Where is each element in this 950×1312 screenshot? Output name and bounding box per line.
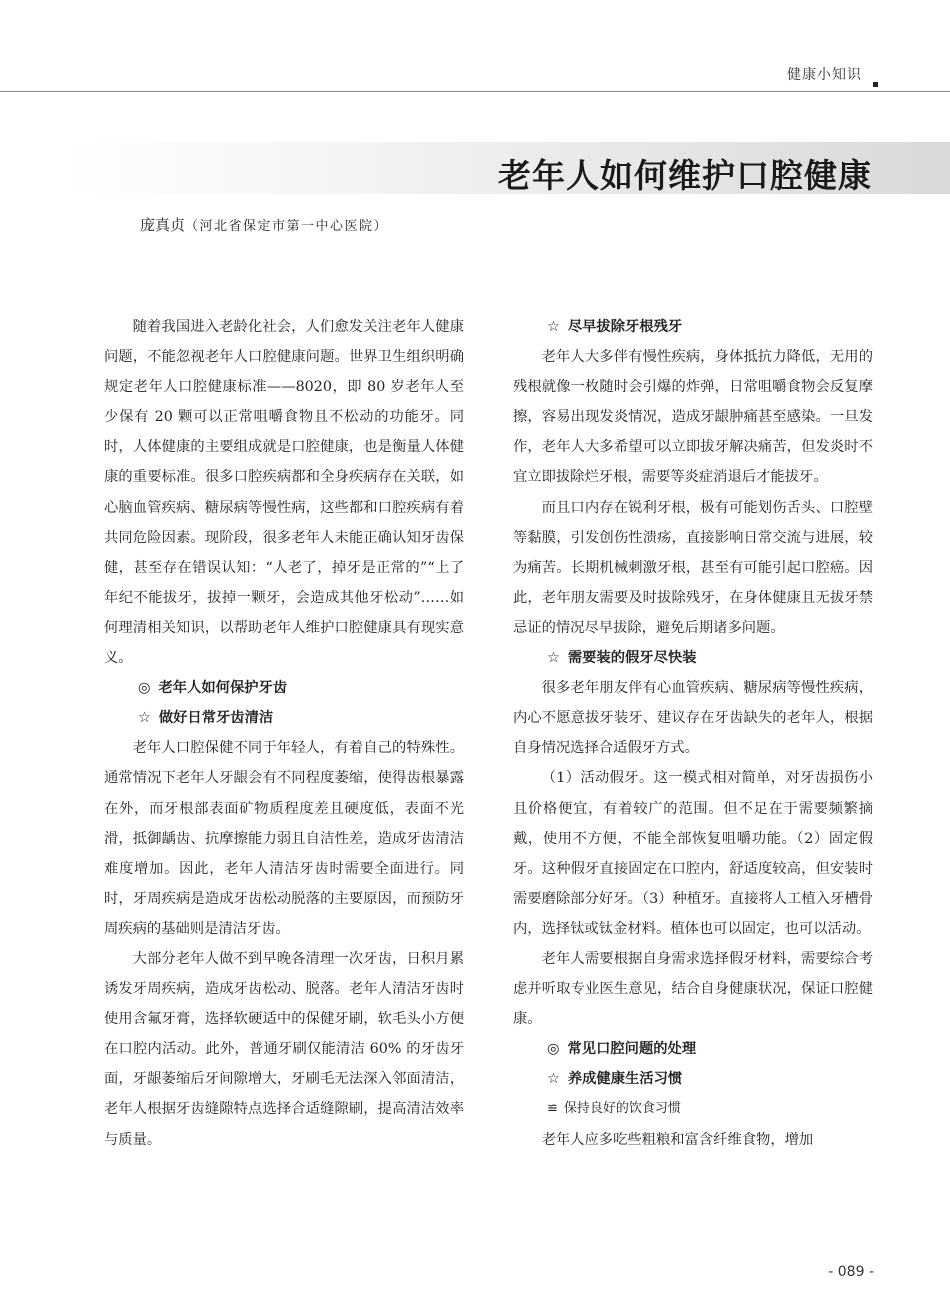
subheading-daily-cleaning: [104, 703, 464, 733]
page-number: - 089 -: [828, 1264, 874, 1280]
paragraph-denture-1: 很多老年朋友伴有心血管疾病、糖尿病等慢性疾病，内心不愿意拔牙装牙、建议存在牙齿缺失的老年人，根据自身情况选择合适假牙方式。: [513, 680, 873, 757]
minor-heading-text: 保持良好的饮食习惯: [563, 1101, 681, 1117]
paragraph-daily-cleaning-2: 大部分老年人做不到早晚各清理一次牙齿，日积月累诱发牙周疾病，造成牙齿松动、脱落。老年人清洁牙齿时使用含氟牙膏，选择软硬适中的保健牙刷，软毛头小方便在口腔内活动。此外，普通牙刷仅能清洁 60% 的牙齿牙面，牙龈萎缩后牙间隙增大，牙刷毛无法深入邻面清洁，老年人根据牙齿缝隙特点选择合适缝隙刷，提高清洁效率与质量。: [104, 950, 464, 1148]
right-column: [513, 312, 873, 1155]
author-line: [140, 214, 388, 235]
paragraph-extract-2: 而且口内存在锐利牙根，极有可能划伤舌头、口腔壁等黏膜，引发创伤性溃疡，直接影响日常交流与进展，较为痛苦。长期机械刺激牙根，甚至有可能引起口腔癌。因此，老年朋友需要及时拔除残牙，在身体健康且无拔牙禁忌证的情况尽早拔除，避免后期诸多问题。: [513, 499, 873, 636]
left-column: [104, 312, 464, 1155]
paragraph-daily-cleaning-1: 老年人口腔保健不同于年轻人，有着自己的特殊性。通常情况下老年人牙龈会有不同程度萎缩，使得齿根暴露在外，而牙根部表面矿物质程度差且硬度低，表面不光滑，抵御龋齿、抗摩擦能力弱且自洁性差，造成牙齿清洁难度增加。因此，老年人清洁牙齿时需要全面进行。同时，牙周疾病是造成牙齿松动脱落的主要原因，而预防牙周疾病的基础则是清洁牙齿。: [104, 740, 464, 937]
subheading-extract-roots: [513, 312, 873, 342]
section-heading-text: 常见口腔问题的处理: [567, 1041, 697, 1058]
paragraph-intro: 随着我国进入老龄化社会，人们愈发关注老年人健康问题，不能忽视老年人口腔健康问题。世界卫生组织明确规定老年人口腔健康标准——8020，即 80 岁老年人至少保有 20 颗可以正常咀嚼食物且不松动的功能牙。同时，人体健康的主要组成就是口腔健康，也是衡量人体健康的重要标准。很多口腔疾病都和全身疾病存在关联，如心脑血管疾病、糖尿病等慢性病，这些都和口腔疾病有着共同危险因素。现阶段，很多老年人未能正确认知牙齿保健，甚至存在错误认知：“人老了，掉牙是正常的”“上了年纪不能拔牙，拔掉一颗牙，会造成其他牙松动”……如何理清相关知识，以帮助老年人维护口腔健康具有现实意义。: [104, 319, 464, 667]
section-heading-protect-teeth: [104, 673, 464, 703]
running-header-label: 健康小知识: [787, 67, 862, 83]
header-marker-square: [873, 82, 878, 87]
subheading-text: 做好日常牙齿清洁: [158, 710, 274, 727]
paragraph-diet: 老年人应多吃些粗粮和富含纤维食物，增加: [541, 1131, 814, 1148]
header-divider: [0, 91, 950, 92]
section-heading-text: 老年人如何保护牙齿: [158, 680, 288, 697]
section-marker: ◎: [138, 680, 151, 697]
subheading-text: 养成健康生活习惯: [567, 1071, 683, 1088]
subheading-text: 尽早拔除牙根残牙: [567, 319, 683, 335]
star-icon: ☆: [547, 319, 560, 335]
star-icon: ☆: [547, 650, 560, 667]
minor-heading-diet: [513, 1094, 873, 1124]
article-title: 老年人如何维护口腔健康: [498, 156, 872, 195]
minor-heading-marker: ≌: [547, 1101, 558, 1117]
subheading-text: 需要装的假牙尽快装: [567, 650, 697, 667]
subheading-healthy-habits: [513, 1064, 873, 1094]
star-icon: ☆: [138, 710, 151, 727]
author-name: 庞真贞: [140, 216, 186, 234]
paragraph-denture-3: 老年人需要根据自身需求选择假牙材料，需要综合考虑并听取专业医生意见，结合自身健康状况，保证口腔健康。: [513, 950, 873, 1028]
subheading-dentures: [513, 643, 873, 673]
star-icon: ☆: [547, 1071, 560, 1088]
paragraph-extract-1: 老年人大多伴有慢性疾病，身体抵抗力降低，无用的残根就像一枚随时会引爆的炸弹，日常咀嚼食物会反复摩擦，容易出现发炎情况，造成牙龈肿痛甚至感染。一旦发作，老年人大多希望可以立即拔牙解决痛苦，但发炎时不宜立即拔除烂牙根，需要等炎症消退后才能拔牙。: [513, 349, 873, 486]
author-affiliation: （河北省保定市第一中心医院）: [185, 219, 389, 234]
section-heading-common-problems: [513, 1034, 873, 1064]
paragraph-denture-2: （1）活动假牙。这一模式相对简单，对牙齿损伤小且价格便宜，有着较广的范围。但不足在于需要频繁摘戴，使用不方便，不能全部恢复咀嚼功能。（2）固定假牙。这种假牙直接固定在口腔内，舒适度较高，但安装时需要磨除部分好牙。（3）种植牙。直接将人工植入牙槽骨内，选择钛或钛金材料。植体也可以固定，也可以活动。: [513, 770, 873, 937]
section-marker: ◎: [547, 1041, 560, 1058]
